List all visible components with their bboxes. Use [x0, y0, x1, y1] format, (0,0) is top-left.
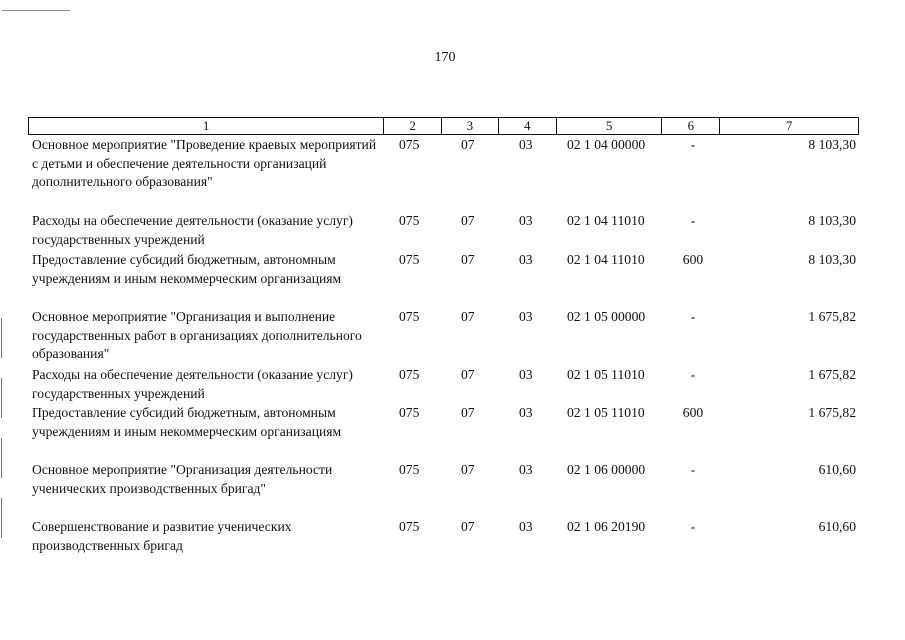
row-amount: 610,60 — [818, 519, 856, 534]
row-section-code: 07 — [461, 213, 475, 228]
row-name: Предоставление субсидий бюджетным, автономным учреждениям и иным некоммерческим организациям — [32, 405, 342, 439]
row-amount: 8 103,30 — [808, 213, 856, 228]
scan-artifact-margin — [1, 318, 2, 548]
header-col-3: 3 — [442, 118, 499, 134]
row-ministry-code: 075 — [399, 213, 420, 228]
row-name: Основное мероприятие "Организация деятельности ученических производственных бригад" — [32, 462, 333, 496]
row-amount: 8 103,30 — [808, 137, 856, 152]
header-col-1: 1 — [29, 118, 384, 134]
row-expense-type: - — [690, 137, 696, 152]
row-subsection-code: 03 — [519, 405, 533, 420]
row-amount: 1 675,82 — [808, 309, 856, 324]
row-ministry-code: 075 — [399, 367, 420, 382]
row-expense-type: - — [690, 213, 696, 228]
row-target-article: 02 1 04 00000 — [567, 137, 646, 152]
row-target-article: 02 1 06 00000 — [567, 462, 646, 477]
row-subsection-code: 03 — [519, 309, 533, 324]
row-target-article: 02 1 04 11010 — [567, 213, 645, 228]
row-expense-type: - — [690, 309, 696, 324]
row-ministry-code: 075 — [399, 309, 420, 324]
header-col-6: 6 — [662, 118, 720, 134]
header-col-4: 4 — [499, 118, 557, 134]
row-ministry-code: 075 — [399, 519, 420, 534]
row-amount: 1 675,82 — [808, 405, 856, 420]
row-name: Расходы на обеспечение деятельности (оказание услуг) государственных учреждений — [32, 367, 353, 401]
row-target-article: 02 1 05 00000 — [567, 309, 646, 324]
row-ministry-code: 075 — [399, 137, 420, 152]
row-expense-type: 600 — [682, 405, 704, 420]
page-number: 170 — [434, 50, 456, 65]
row-section-code: 07 — [461, 462, 475, 477]
row-subsection-code: 03 — [519, 252, 533, 267]
row-target-article: 02 1 05 11010 — [567, 405, 645, 420]
table-header — [28, 117, 859, 135]
row-target-article: 02 1 06 20190 — [567, 519, 646, 534]
row-amount: 1 675,82 — [808, 367, 856, 382]
row-ministry-code: 075 — [399, 252, 420, 267]
row-target-article: 02 1 05 11010 — [567, 367, 645, 382]
row-subsection-code: 03 — [519, 213, 533, 228]
row-amount: 610,60 — [818, 462, 856, 477]
row-section-code: 07 — [461, 252, 475, 267]
row-expense-type: - — [690, 462, 696, 477]
row-section-code: 07 — [461, 137, 475, 152]
row-name: Предоставление субсидий бюджетным, автономным учреждениям и иным некоммерческим организациям — [32, 252, 342, 286]
row-section-code: 07 — [461, 519, 475, 534]
row-ministry-code: 075 — [399, 462, 420, 477]
row-name: Основное мероприятие "Организация и выполнение государственных работ в организациях дополнительного образования" — [32, 309, 362, 361]
row-section-code: 07 — [461, 405, 475, 420]
row-section-code: 07 — [461, 309, 475, 324]
row-name: Совершенствование и развитие ученических производственных бригад — [32, 519, 292, 553]
row-subsection-code: 03 — [519, 462, 533, 477]
row-amount: 8 103,30 — [808, 252, 856, 267]
row-section-code: 07 — [461, 367, 475, 382]
header-col-2: 2 — [384, 118, 442, 134]
row-name: Основное мероприятие "Проведение краевых мероприятий с детьми и обеспечение деятельности организаций дополнительного образования" — [32, 137, 377, 189]
row-target-article: 02 1 04 11010 — [567, 252, 645, 267]
row-subsection-code: 03 — [519, 367, 533, 382]
row-expense-type: 600 — [682, 252, 704, 267]
row-expense-type: - — [690, 367, 696, 382]
row-subsection-code: 03 — [519, 519, 533, 534]
row-subsection-code: 03 — [519, 137, 533, 152]
row-name: Расходы на обеспечение деятельности (оказание услуг) государственных учреждений — [32, 213, 353, 247]
row-expense-type: - — [690, 519, 696, 534]
header-col-5: 5 — [557, 118, 663, 134]
scan-artifact-line — [2, 10, 70, 11]
header-col-7: 7 — [785, 118, 793, 133]
row-ministry-code: 075 — [399, 405, 420, 420]
